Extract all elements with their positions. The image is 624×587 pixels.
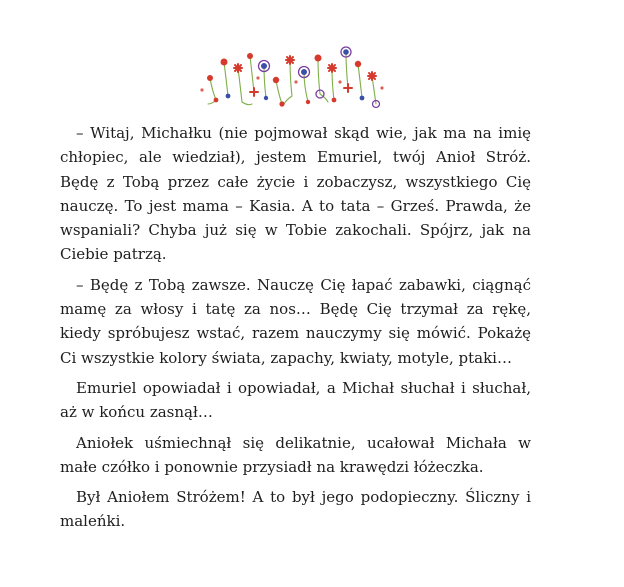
paragraph-5: Był Aniołem Stróżem! A to był jego podopieczny. Śliczny i maleńki. xyxy=(60,488,531,531)
paragraph-1: – Witaj, Michałku (nie pojmował skąd wie, jak ma na imię chłopiec, ale wiedział), jestem Emuriel, twój Anioł Stróż. Będę z Tobą przez całe życie i zobaczysz, wszystkiego Cię nauczę. To jest mama – Kasia. A to tata – Grześ. Prawda, że wspaniali? Chyba już się w Tobie zakochali. Spójrz, jak na Ciebie patrzą. xyxy=(60,124,531,264)
paragraph-3: Emuriel opowiadał i opowiadał, a Michał słuchał i słuchał, aż w końcu zasnął… xyxy=(60,378,531,422)
paragraph-2: – Będę z Tobą zawsze. Nauczę Cię łapać zabawki, ciągnąć mamę za włosy i tatę za nos… Będę Cię trzymał za rękę, kiedy spróbujesz wstać, razem nauczymy się mówić. Pokażę Ci wszystkie kolory świata, zapachy, kwiaty, motyle, ptaki… xyxy=(60,275,531,367)
paragraph-4: Aniołek uśmiechnął się delikatnie, ucałował Michała w małe czółko i ponownie przysiadł na krawędzi łóżeczka. xyxy=(60,433,531,476)
flowers-ornament-icon xyxy=(192,38,392,114)
story-text xyxy=(60,121,531,540)
